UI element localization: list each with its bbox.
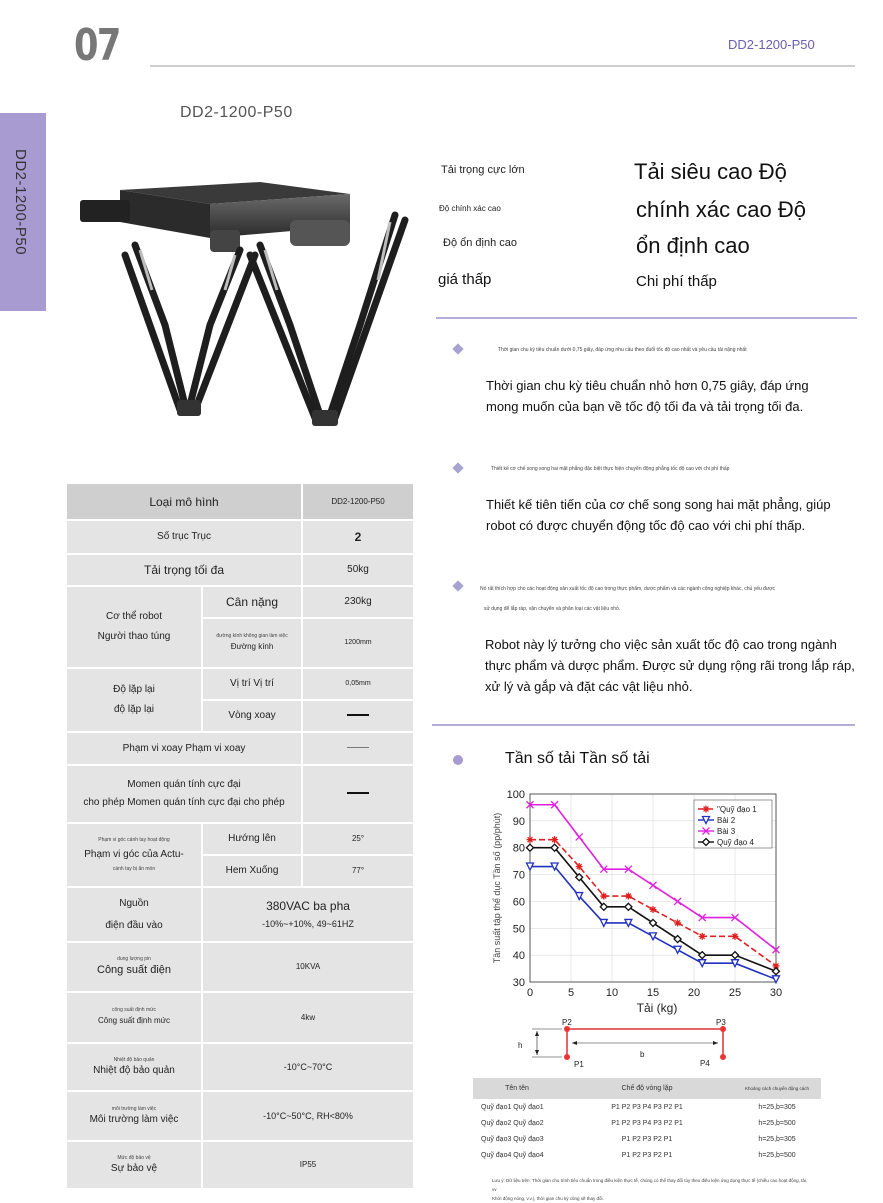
spec-power-value-1: 380VAC ba pha [266,898,350,913]
legend-label: "Quỹ đạo 1 [717,805,757,814]
spec-table [65,482,415,1190]
table-row [66,992,414,1043]
highlight-right-3: ổn định cao [636,233,750,258]
spec-position-label: Vị trí Vị trí [202,668,302,700]
highlight-right-1: Tải siêu cao Độ [634,159,787,184]
spec-env-label [66,1091,202,1141]
traj-cell: h=25,b=305 [758,1103,796,1111]
traj-cell: P1 P2 P3 P4 P3 P2 P1 [611,1119,683,1127]
data-point [600,893,607,900]
feature-1-text [486,375,809,417]
label-p1: P1 [574,1060,584,1069]
spec-protect-value: IP55 [202,1141,414,1189]
label-b: b [640,1050,645,1059]
traj-cell: h=25,b=500 [758,1119,796,1127]
spec-env-text: Môi trường làm việc [89,1113,179,1125]
spec-weight-label: Cân nặng [202,586,302,618]
diamond-bullet-icon [452,462,463,473]
highlight-left-1: Tải trọng cực lớn [441,164,525,176]
spec-rated-label [66,992,202,1043]
section-rule [436,317,857,319]
trajectory-table [473,1078,821,1163]
diamond-bullet-icon [452,343,463,354]
x-tick-label: 10 [605,987,619,999]
feature-2-small: Thiết kế cơ chế song song hai mặt phẳng đặc biệt thực hiện chuyển động phẳng tốc độ cao với chi phí thấp [491,466,730,472]
feature-3-small-2: sử dụng để lắp ráp, vận chuyển và phân loại các vật liệu nhỏ. [484,606,621,612]
dash-icon [347,792,369,794]
label-p2: P2 [562,1018,572,1027]
feature-2-line-1: Thiết kế tiên tiến của cơ chế song song hai mặt phẳng, giúp [486,497,831,512]
spec-down-value: 77° [302,855,414,887]
label-p3: P3 [716,1018,726,1027]
x-tick-label: 20 [687,987,701,999]
trajectory-note-1: Lưu ý: Dữ liệu trên: Thời gian chu trình tiêu chuẩn trong điều kiện thực tế, chúng có thể thay đổi tùy theo điều kiện ứng dụng thực tế (chiều cao hoạt động, tải, vv [492,1178,808,1192]
data-point [773,968,780,975]
side-tab-label: DD2-1200-P50 [12,149,29,256]
traj-cell: Quỹ đạo4 Quỹ đạo4 [481,1151,544,1159]
x-tick-label: 30 [769,987,783,999]
data-point [600,919,607,926]
table-row [66,1141,414,1189]
spec-diameter-small: đường kính không gian làm việc [216,632,288,639]
spec-protect-label [66,1141,202,1189]
table-row [66,520,414,554]
table-row [66,823,414,855]
spec-rotation-value [302,700,414,732]
data-point [527,836,534,843]
spec-power-value-2: -10%~+10%, 49~61HZ [262,918,354,929]
highlight-right-4: Chi phí thấp [636,273,717,290]
table-row [473,1078,821,1099]
y-axis-label: Tần suất tập thể dục Tần số (pp/phút) [492,812,502,964]
spec-rot-range-label: Phạm vi xoay Phạm vi xoay [66,732,302,765]
label-h: h [518,1041,523,1050]
point-p4 [720,1054,726,1060]
feature-3-line-2: thực phẩm và dược phẩm. Được sử dụng rộng rãi trong lắp ráp, [485,658,855,673]
chart-heading: Tần số tải Tần số tải [505,750,650,767]
robot-image [60,160,430,450]
spec-angle-text: Phạm vi góc của Actu- [84,849,184,860]
feature-1-line-2: mong muốn của bạn về tốc độ tối đa và tải trọng tối đa. [486,399,804,414]
section-rule [432,724,855,726]
spec-power-label-1: Nguồn [119,897,149,909]
data-point [674,946,681,953]
chart-legend [694,800,772,848]
spec-angle-label [66,823,202,887]
spec-up-value: 25° [302,823,414,855]
data-point [732,933,739,940]
spec-weight-value: 230kg [302,586,414,618]
spec-angle-small-1: Phạm vi góc cánh tay hoạt động [98,837,170,843]
data-point [576,833,583,840]
spec-repeat-label-1: Độ lặp lại [113,684,155,695]
table-row [66,765,414,823]
legend-label: Bài 3 [717,827,736,836]
y-tick-label: 70 [512,869,525,882]
data-point [625,919,632,926]
spec-power-value [202,887,414,942]
traj-cell: h=25,b=305 [758,1135,796,1143]
table-row [473,1115,821,1131]
feature-2-line-2: robot có được chuyển động tốc độ cao với chi phí thấp. [486,518,806,533]
feature-1-small: Thời gian chu kỳ tiêu chuẩn dưới 0,75 giây, đáp ứng nhu cầu theo đuổi tốc độ cao nhất và yêu cầu tải nặng nhất [498,347,747,353]
spec-repeat-label [66,668,202,732]
page-number: 07 [74,20,120,71]
load-frequency-chart [488,786,788,1016]
spec-body-label [66,586,202,668]
spec-diameter-value: 1200mm [302,618,414,668]
spec-capacity-small: dung lượng pin [117,956,151,962]
table-row [66,942,414,992]
spec-axes-value: 2 [302,520,414,554]
data-point [674,919,681,926]
data-point [527,863,534,870]
spec-capacity-label [66,942,202,992]
data-point [650,906,657,913]
spec-axes-label: Số trục Trục [66,520,302,554]
spec-position-value: 0,05mm [302,668,414,700]
spec-rotation-label: Vòng xoay [202,700,302,732]
spec-storage-value: -10°C~70°C [202,1043,414,1091]
dash-icon [347,747,369,748]
legend-label: Quỹ đạo 4 [717,838,754,847]
table-row [66,483,414,520]
header-rule [150,65,855,67]
spec-model-value: DD2-1200-P50 [302,483,414,520]
spec-body-label-1: Cơ thể robot [105,611,163,622]
data-point [625,893,632,900]
spec-inertia-label-2: cho phép Momen quán tính cực đại cho phép [83,797,285,808]
header-model: DD2-1200-P50 [728,37,815,52]
traj-header-distance: Khoảng cách chuyển động cách [733,1078,821,1099]
spec-body-label-2: Người thao túng [97,631,171,642]
highlight-left-2: Độ chính xác cao [439,204,501,213]
feature-3-line-1: Robot này lý tưởng cho việc sản xuất tốc độ cao trong ngành [485,637,837,652]
spec-protect-text: Sự bảo vệ [110,1162,158,1174]
product-title: DD2-1200-P50 [180,104,293,121]
legend-label: Bài 2 [717,816,736,825]
traj-cell: P1 P2 P3 P2 P1 [621,1135,673,1143]
table-row [66,586,414,618]
x-tick-label: 5 [567,987,575,999]
y-tick-label: 90 [512,815,525,828]
spec-payload-label: Tải trọng tối đa [66,554,302,586]
spec-model-label: Loại mô hình [66,483,302,520]
traj-header-name: Tên tên [473,1078,561,1099]
table-row [473,1147,821,1163]
spec-inertia-value [302,765,414,823]
data-point [699,960,706,967]
traj-cell: h=25,b=500 [758,1151,796,1159]
spec-capacity-text: Công suất điện [97,964,171,976]
spec-rated-text: Công suất định mức [97,1016,171,1025]
spec-power-label-2: điện đầu vào [105,919,163,931]
table-row [473,1099,821,1115]
spec-rated-small: công suất định mức [112,1007,156,1013]
traj-cell: P1 P2 P3 P4 P3 P2 P1 [611,1103,683,1111]
data-point [699,933,706,940]
feature-3-text [485,634,855,697]
spec-inertia-label-1: Momen quán tính cực đại [127,779,241,790]
table-row [66,732,414,765]
table-row [66,668,414,700]
traj-cell: P1 P2 P3 P2 P1 [621,1151,673,1159]
feature-1-line-1: Thời gian chu kỳ tiêu chuẩn nhỏ hơn 0,75 giây, đáp ứng [486,378,809,393]
spec-storage-label [66,1043,202,1091]
spec-protect-small: Mức độ bảo vệ [117,1154,151,1161]
dash-icon [347,714,369,716]
trajectory-note [492,1176,812,1203]
spec-payload-value: 50kg [302,554,414,586]
table-row [66,1091,414,1141]
path-diagram [510,1015,740,1075]
trajectory-note-2: Khởi động nóng, v.v.), thời gian chu kỳ cũng sẽ thay đổi. [492,1196,604,1201]
spec-capacity-value: 10KVA [202,942,414,992]
spec-diameter-text: Đường kính [230,641,274,651]
traj-header-mode: Chế độ vòng lặp [561,1078,733,1099]
spec-angle-small-2: cánh tay bị ăn mòn [112,866,156,872]
diamond-bullet-icon [452,580,463,591]
spec-env-small: môi trường làm việc [111,1105,157,1112]
table-row [66,887,414,942]
table-row [473,1131,821,1147]
spec-inertia-label [66,765,302,823]
feature-3-line-3: xử lý và gắp và đặt các vật liệu nhỏ. [485,679,693,694]
x-tick-label: 15 [646,987,660,999]
traj-cell: Quỹ đạo1 Quỹ đạo1 [481,1103,544,1111]
table-row [66,554,414,586]
spec-storage-text: Nhiệt độ bảo quản [93,1064,175,1076]
data-point [527,844,534,851]
spec-down-label: Hem Xuống [202,855,302,887]
y-tick-label: 40 [512,950,525,963]
x-axis-label: Tải (kg) [636,1001,678,1015]
table-row [66,1043,414,1091]
y-tick-label: 30 [512,977,525,989]
spec-rated-value: 4kw [202,992,414,1043]
data-point [650,933,657,940]
feature-2-text [486,494,831,536]
spec-up-label: Hướng lên [202,823,302,855]
y-tick-label: 100 [506,789,525,801]
traj-cell: Quỹ đạo3 Quỹ đạo3 [481,1135,544,1143]
side-tab [0,113,46,311]
spec-storage-small: Nhiệt độ bảo quản [113,1056,155,1063]
x-tick-label: 0 [526,987,534,999]
spec-power-label [66,887,202,942]
label-p4: P4 [700,1059,710,1068]
highlight-left-4: giá thấp [438,271,492,288]
data-point [732,960,739,967]
spec-rot-range-value [302,732,414,765]
y-tick-label: 60 [512,896,525,909]
spec-env-value: -10°C~50°C, RH<80% [202,1091,414,1141]
spec-repeat-label-2: độ lặp lại [113,704,155,715]
feature-3-small: Nó rất thích hợp cho các hoạt động sản xuất tốc độ cao trong thực phẩm, dược phẩm và các ngành công nghiệp khác, chủ yếu được [480,586,776,592]
y-tick-label: 80 [512,842,525,855]
point-p1 [564,1054,570,1060]
highlight-right-2: chính xác cao Độ [636,197,806,222]
x-tick-label: 25 [728,987,742,999]
y-tick-label: 50 [512,923,525,936]
highlight-left-3: Độ ổn định cao [443,237,517,249]
circle-bullet-icon [453,755,463,765]
data-point [732,952,739,959]
spec-diameter-label [202,618,302,668]
traj-cell: Quỹ đạo2 Quỹ đạo2 [481,1119,544,1127]
